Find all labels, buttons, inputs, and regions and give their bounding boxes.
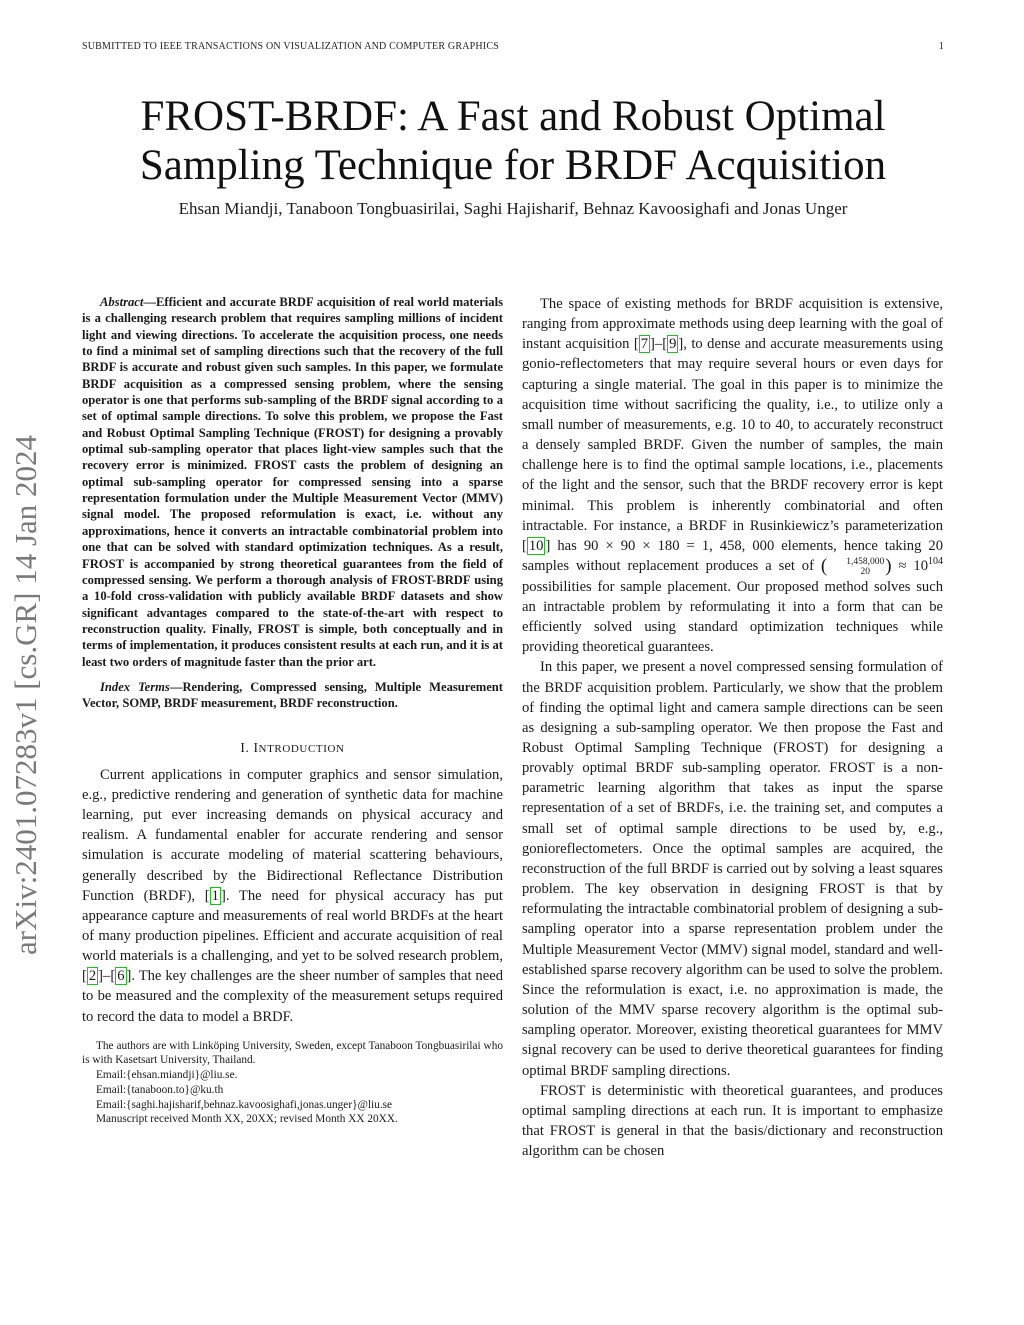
section-title-rest: NTRODUCTION (258, 742, 345, 755)
index-terms-text: —Rendering, Compressed sensing, Multiple Measurement Vector, SOMP, BRDF measurement, BRDF reconstruction. (82, 679, 504, 711)
citation-dash: – (654, 336, 663, 353)
footnote-affiliation: The authors are with Linköping University, Sweden, except Tanaboon Tongbuasirilai who is with Kasetsart University, Thailand. (82, 1039, 503, 1067)
right-text-b: , to dense and accurate measurements using gonio-reflectometers that may require several hours or even days for capturing a single material. The goal in this paper is to minimize the acquisition time without sacrificing the quality, i.e., to utilize only a small number of measurements, e.g. 10 to 40, to accurately reconstruct a densely sampled BRDF. Given the number of samples, the main challenge here is to find the optimal sample locations, i.e., placements of the light and the sensor, such that the BRDF recovery error is kept minimal. This problem is inherently combinatorial and often intractable. For instance, a BRDF in Rusinkiewicz’s parameterization (522, 336, 943, 534)
footnote-email-3: Email:{saghi.hajisharif,behnaz.kavoosighafi,jonas.unger}@liu.se (96, 1098, 393, 1111)
exponent: 104 (928, 556, 943, 568)
paper-title (82, 92, 944, 190)
binomial-coefficient (828, 557, 884, 577)
right-text-d: possibilities for sample placement. Our proposed method solves such an intractable problem by reformulating it into a form that can be efficiently solved using standard optimization techniques while providing theoretical guarantees. (522, 578, 943, 656)
title-line-1: FROST-BRDF: A Fast and Robust Optimal (140, 93, 886, 140)
section-numeral: I. (240, 739, 254, 755)
citation-link[interactable]: 6 (117, 968, 125, 985)
left-column (82, 294, 503, 1127)
footnote-email-2: Email:{tanaboon.to}@ku.th (96, 1083, 224, 1096)
binomial-open-paren: ( (820, 555, 828, 577)
right-approx: ≈ 10 (891, 558, 928, 575)
index-terms (82, 679, 503, 712)
right-text-c: has 90 × 90 × 180 = 1, 458, 000 elements, hence taking 20 samples without replacement produces a set of (522, 537, 943, 575)
citation-dash: – (103, 968, 111, 985)
abstract-lead: Abstract (100, 295, 144, 309)
citation-link[interactable]: 2 (88, 968, 97, 985)
running-title: SUBMITTED TO IEEE TRANSACTIONS ON VISUALIZATION AND COMPUTER GRAPHICS (82, 41, 499, 52)
title-line-2: Sampling Technique for BRDF Acquisition (139, 142, 887, 189)
right-paragraph-2: In this paper, we present a novel compressed sensing formulation of the BRDF acquisition problem. Particularly, we show that the problem of finding the optimal light and camera sample directions can be seen as designing a sub-sampling operator. We then propose the Fast and Robust Optimal Sampling Technique (FROST) for designing a provably optimal BRDF sub-sampling operator. FROST is a non-parametric learning algorithm that takes as input the sparse representation of a set of BRDFs, i.e. the training set, and computes a small set of optimal sample directions to be used by, e.g., gonioreflectometers. Once the optimal samples are acquired, the reconstruction of the full BRDF is carried out by solving a least squares problem. The key observation in designing FROST is that by reformulating the intractable combinatorial problem of designing a sub-sampling operator into a sparse representation problem under the Multiple Measurement Vector (MMV) signal model, standard and well-established sparse recovery algorithm can be used to solve the problem. Since the reformulation is exact, i.e. no approximation is made, the solution of the MMV sparse recovery algorithm is the optimal sub-sampling operator. Moreover, existing theoretical guarantees for MMV signal recovery can be used to derive theoretical guarantees for finding optimal BRDF sampling directions. (522, 659, 943, 1079)
footnote-email-1: Email:{ehsan.miandji}@liu.se. (96, 1069, 238, 1082)
citation-link[interactable]: 7 (640, 336, 649, 353)
intro-text-b: . The need for physical accuracy has put appearance capture and measurements of real world BRDFs at the heart of many production pipelines. Efficient and accurate acquisition of real world materials is a challenging, and yet to be solved research problem, (82, 887, 503, 965)
binomial-bottom: 20 (860, 566, 870, 577)
binomial-top: 1,458,000 (846, 556, 885, 567)
intro-paragraph-1: Current applications in computer graphics and sensor simulation, e.g., predictive rendering and generation of synthetic data for machine learning, put ever increasing demands on physical accuracy and realism. A fundamental enabler for accurate rendering and sensor simulation is accurate modeling of material scattering behaviours, generally described by the Bidirectional Reflectance Distribution Function (BRDF), [ 1 ]. The need for physical accuracy has put appearance capture and measurements of real world BRDFs at the heart of many production pipelines. Efficient and accurate acquisition of real world materials is a challenging, and yet to be solved research problem, [ 2 ]–[ 6 ]. The key challenges are the sheer number of samples that need to be measured and the complexity of the measurement setups required to record the data to model a BRDF. (82, 766, 503, 1025)
right-text-a: The space of existing methods for BRDF acquisition is extensive, ranging from approximate methods using deep learning with the goal of instant acquisition (522, 296, 943, 353)
footnote-manuscript: Manuscript received Month XX, 20XX; revised Month XX 20XX. (96, 1113, 398, 1126)
index-terms-lead: Index Terms (100, 679, 170, 694)
intro-text-a: Current applications in computer graphics and sensor simulation, e.g., predictive rendering and generation of synthetic data for machine learning, put ever increasing demands on physical accuracy and realism. A fundamental enabler for accurate rendering and sensor simulation is accurate modeling of material scattering behaviours, generally described by the Bidirectional Reflectance Distribution Function (BRDF), (82, 766, 503, 904)
section-first-letter: I (253, 739, 259, 755)
arxiv-stamp[interactable]: arXiv:2401.07283v1 [cs.GR] 14 Jan 2024 (8, 434, 43, 955)
citation-link[interactable]: 9 (669, 336, 677, 353)
citation-link[interactable]: 10 (528, 537, 544, 554)
citation-link[interactable]: 1 (211, 887, 219, 904)
page-number: 1 (938, 41, 944, 52)
abstract (82, 294, 503, 670)
running-header (82, 41, 944, 52)
footnote (82, 1039, 503, 1127)
right-paragraph-1: The space of existing methods for BRDF acquisition is extensive, ranging from approximate methods using deep learning with the goal of instant acquisition [ 7 ]–[ 9 ], to dense and accurate measurements using gonio-reflectometers that may require several hours or even days for capturing a single material. The goal in this paper is to minimize the acquisition time without sacrificing the quality, i.e., to utilize only a small number of measurements, e.g. 10 to 40, to accurately reconstruct a densely sampled BRDF. Given the number of samples, the main challenge here is to find the optimal sample locations, i.e., placements of the light and the sensor, such that the BRDF recovery error is kept minimal. This problem is inherently combinatorial and often intractable. For instance, a BRDF in Rusinkiewicz’s parameterization [ 10 ] has 90 × 90 × 180 = 1, 458, 000 elements, hence taking 20 samples without replacement produces a set of ( 1,458,000 20 ) ≈ $10^{104}$ possibilities for sample placement. Our proposed method solves such an intractable problem by reformulating it into a form that can be efficiently solved using standard optimization techniques while providing theoretical guarantees. (522, 296, 943, 656)
section-heading-introduction (82, 738, 503, 759)
binomial-close-paren: ) (885, 555, 892, 577)
right-column (522, 294, 943, 1161)
right-paragraph-3: FROST is deterministic with theoretical guarantees, and produces optimal sampling directions at each run. It is important to emphasize that FROST is general in that the basis/dictionary and reconstruction algorithm can be chosen (522, 1082, 943, 1160)
intro-text-c: . The key challenges are the sheer number of samples that need to be measured and the complexity of the measurement setups required to record the data to model a BRDF. (82, 968, 503, 1025)
author-list: Ehsan Miandji, Tanaboon Tongbuasirilai, Saghi Hajisharif, Behnaz Kavoosighafi and Jonas Unger (178, 199, 848, 218)
abstract-text: —Efficient and accurate BRDF acquisition of real world materials is a challenging research problem that requires sampling millions of incident light and viewing directions. To accelerate the acquisition process, one needs to find a minimal set of sampling directions such that the recovery of the full BRDF is accurate and robust given such samples. In this paper, we formulate BRDF acquisition as a compressed sensing problem, where the sensing operator is one that performs sub-sampling of the BRDF signal according to a set of optimal sample directions. To solve this problem, we propose the Fast and Robust Optimal Sampling Technique (FROST) for designing a provably optimal sub-sampling operator that places light-view samples such that the recovery error is minimized. FROST casts the problem of designing an optimal sub-sampling operator for compressed sensing into a sparse representation formulation under the Multiple Measurement Vector (MMV) signal model. The proposed reformulation is exact, i.e. without any approximations, hence it converts an intractable combinatorial problem into one that can be solved with standard optimization techniques. As a result, FROST is accompanied by strong theoretical guarantees from the field of compressed sensing. We perform a thorough analysis of FROST-BRDF using a 10-fold cross-validation with publicly available BRDF datasets and show significant advantages compared to the state-of-the-art with respect to reconstruction quality. Finally, FROST is simple, both conceptually and in terms of implementation, it produces consistent results at each run, and it is at least two orders of magnitude faster than the prior art. (82, 295, 503, 669)
